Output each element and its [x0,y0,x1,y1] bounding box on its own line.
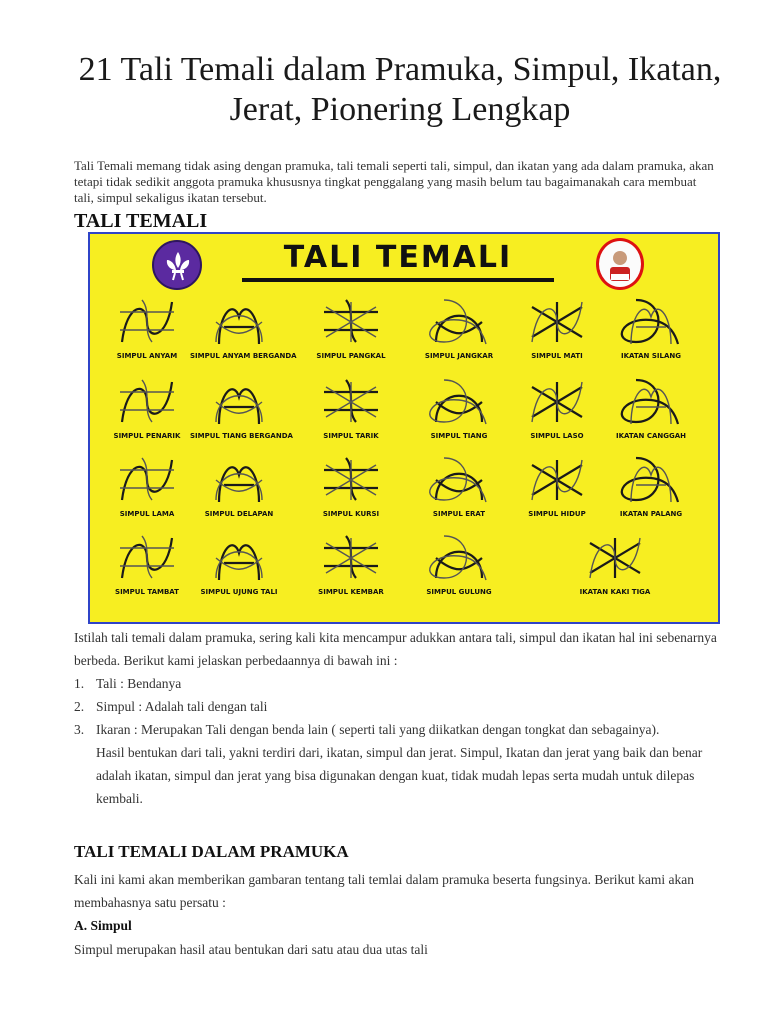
knot-cell [190,450,288,528]
subheading-simpul: A. Simpul [74,918,132,933]
scout-logo-icon [152,240,202,290]
knot-cell [410,450,508,528]
list-item [74,695,724,718]
knot-illustration-icon [316,528,386,586]
list-text: Tali : Bendanya [96,676,182,691]
knot-label: SIMPUL ANYAM [116,352,178,360]
knot-cell [602,450,700,528]
knot-cell [410,528,508,606]
knot-illustration-icon [540,528,690,586]
list-note-text: Hasil bentukan dari tali, yakni terdiri dari, ikatan, simpul dan jerat. Simpul, Ikatan dan jerat yang baik dan benar adalah ikatan, simpul dan jerat yang bisa digunakan dengan kuat, tidak mudah lepas serta mudah untuk dilepas kembali. [96,745,703,806]
knot-label: SIMPUL KEMBAR [318,588,384,596]
knot-label: SIMPUL TIANG BERGANDA [190,432,293,440]
knot-label: SIMPUL ANYAM BERGANDA [190,352,297,360]
tali-temali-poster [88,232,720,624]
intro-pramuka-paragraph: Kali ini kami akan memberikan gambaran tentang tali temlai dalam pramuka beserta fungsinya. Berikut kami akan membahasnya satu persatu : [74,872,695,910]
emblem-logo-icon [596,238,644,290]
knot-illustration-icon [112,450,182,508]
knot-cell [508,372,606,450]
knot-cell [508,450,606,528]
knot-cell [508,292,606,370]
knot-label: SIMPUL UJUNG TALI [200,588,278,596]
knot-cell [602,372,700,450]
knot-cell [98,292,196,370]
knot-grid [90,290,720,624]
poster-heading: TALI TEMALI [283,240,513,275]
knot-cell [302,372,400,450]
knot-label: SIMPUL TIANG [430,432,488,440]
intro-paragraph: Tali Temali memang tidak asing dengan pramuka, tali temali seperti tali, simpul, dan ikatan yang ada dalam pramuka, akan tetapi tidak sedikit anggota pramuka khususnya tingkat penggalang yang masih belum tau bagaimanakah cara membuat tali, simpul sekaligus ikatan tersebut. [74,158,714,205]
section-heading-tali-temali-dalam-pramuka: TALI TEMALI DALAM PRAMUKA [74,842,349,861]
difference-list [74,672,724,810]
knot-label: IKATAN KAKI TIGA [579,588,651,596]
knot-cell [302,450,400,528]
knot-illustration-icon [616,292,686,350]
knot-illustration-icon [616,450,686,508]
knot-cell [190,372,293,450]
knot-label: SIMPUL JANGKAR [424,352,494,360]
knot-cell [410,292,508,370]
knot-label: SIMPUL PANGKAL [316,352,386,360]
list-item [74,718,724,741]
knot-illustration-icon [112,372,182,430]
list-number: 3. [74,722,85,737]
knot-cell [98,450,196,528]
knot-label: SIMPUL DELAPAN [204,510,274,518]
difference-paragraph: Istilah tali temali dalam pramuka, sering kali kita mencampur adukkan antara tali, simpul dan ikatan hal ini sebenarnya berbeda. Berikut kami jelaskan perbedaannya di bawah ini : [74,630,717,668]
knot-illustration-icon [204,372,274,430]
knot-cell [98,528,196,606]
knot-illustration-icon [522,292,592,350]
knot-illustration-icon [112,292,182,350]
page-title: 21 Tali Temali dalam Pramuka, Simpul, Ikatan, Jerat, Pionering Lengkap [78,51,722,128]
section-heading-tali-temali: TALI TEMALI [74,210,208,232]
knot-illustration-icon [522,450,592,508]
knot-illustration-icon [424,292,494,350]
knot-cell [410,372,508,450]
knot-cell [190,528,288,606]
knot-label: SIMPUL GULUNG [426,588,492,596]
knot-label: SIMPUL PENARIK [113,432,181,440]
simpul-definition-paragraph: Simpul merupakan hasil atau bentukan dari satu atau dua utas tali [74,942,428,957]
knot-illustration-icon [616,372,686,430]
knot-illustration-icon [316,292,386,350]
knot-label: SIMPUL LASO [530,432,584,440]
knot-label: SIMPUL LAMA [119,510,175,518]
list-number: 2. [74,699,85,714]
knot-cell [190,292,297,370]
list-number: 1. [74,676,85,691]
knot-label: IKATAN PALANG [619,510,683,518]
knot-illustration-icon [424,450,494,508]
knot-illustration-icon [424,372,494,430]
knot-cell [602,292,700,370]
knot-illustration-icon [316,372,386,430]
knot-illustration-icon [522,372,592,430]
knot-label: SIMPUL KURSI [322,510,380,518]
knot-label: SIMPUL ERAT [432,510,486,518]
knot-illustration-icon [316,450,386,508]
knot-label: SIMPUL HIDUP [528,510,586,518]
knot-label: SIMPUL MATI [531,352,583,360]
knot-cell [98,372,196,450]
knot-illustration-icon [204,292,274,350]
knot-illustration-icon [112,528,182,586]
list-text: Ikaran : Merupakan Tali dengan benda lain ( seperti tali yang diikatkan dengan tongkat dan sebagainya). [96,722,660,737]
knot-illustration-icon [424,528,494,586]
list-text: Simpul : Adalah tali dengan tali [96,699,268,714]
list-note [74,741,724,810]
knot-cell [302,292,400,370]
poster-heading-underline [242,278,554,282]
knot-label: SIMPUL TARIK [323,432,379,440]
knot-label: IKATAN CANGGAH [615,432,687,440]
knot-label: IKATAN SILANG [621,352,681,360]
knot-illustration-icon [204,450,274,508]
knot-cell [520,528,710,606]
knot-cell [302,528,400,606]
list-item [74,672,724,695]
knot-label: SIMPUL TAMBAT [115,588,179,596]
knot-illustration-icon [204,528,274,586]
